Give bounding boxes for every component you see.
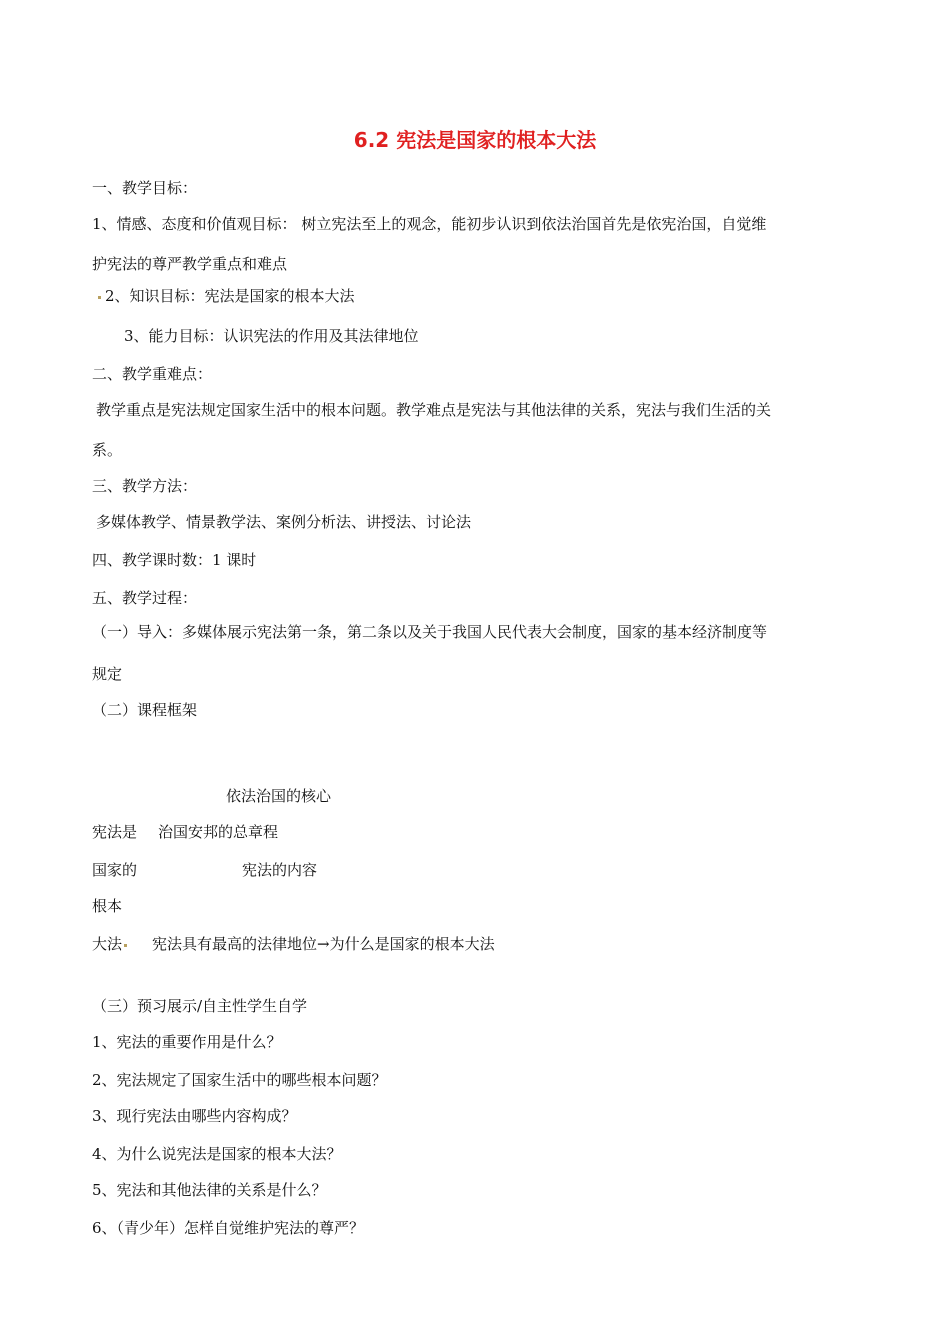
goals-heading: 一、教学目标：: [92, 179, 198, 197]
intro-line-a: （一）导入：多媒体展示宪法第一条，第二条以及关于我国人民代表大会制度，国家的基本经济制度等: [92, 623, 768, 641]
preview-question-1: 1、宪法的重要作用是什么？: [92, 1033, 282, 1051]
document-title: 6.2 宪法是国家的根本大法: [353, 128, 597, 152]
framework-left-4: 大法: [92, 935, 123, 953]
intro-line-b: 规定: [92, 665, 123, 683]
preview-question-3: 3、现行宪法由哪些内容构成？: [92, 1107, 297, 1125]
framework-core: 依法治国的核心: [226, 787, 332, 805]
goal-1-line-b: 护宪法的尊严教学重点和难点: [92, 255, 288, 273]
keypoints-heading: 二、教学重难点：: [92, 365, 213, 383]
bullet-dot: [98, 296, 101, 299]
preview-question-4: 4、为什么说宪法是国家的根本大法？: [92, 1145, 342, 1163]
preview-question-6: 6、（青少年）怎样自觉维护宪法的尊严？: [92, 1219, 365, 1237]
preview-question-5: 5、宪法和其他法律的关系是什么？: [92, 1181, 327, 1199]
framework-heading: （二）课程框架: [92, 701, 198, 719]
keypoints-line-b: 系。: [92, 441, 123, 459]
framework-left-4-row: [92, 934, 131, 954]
framework-left-3: 根本: [92, 897, 123, 915]
framework-left-2: 国家的: [92, 861, 138, 879]
methods-text: 多媒体教学、情景教学法、案例分析法、讲授法、讨论法: [96, 513, 472, 531]
hours: 四、教学课时数：1 课时: [92, 551, 257, 569]
goal-1-line-a: 1、情感、态度和价值观目标： 树立宪法至上的观念，能初步认识到依法治国首先是依宪治国，自觉维: [92, 215, 767, 233]
framework-content: 宪法的内容: [242, 861, 318, 879]
goal-2: [96, 286, 355, 306]
process-heading: 五、教学过程：: [92, 589, 198, 607]
goal-2-text: 2、知识目标：宪法是国家的根本大法: [105, 287, 355, 305]
framework-charter: 治国安邦的总章程: [158, 823, 279, 841]
framework-status: 宪法具有最高的法律地位→为什么是国家的根本大法: [152, 935, 495, 953]
preview-question-2: 2、宪法规定了国家生活中的哪些根本问题？: [92, 1071, 387, 1089]
bullet-dot: [124, 944, 127, 947]
goal-3: 3、能力目标：认识宪法的作用及其法律地位: [124, 327, 419, 345]
framework-left-1: 宪法是: [92, 823, 138, 841]
methods-heading: 三、教学方法：: [92, 477, 198, 495]
keypoints-line-a: 教学重点是宪法规定国家生活中的根本问题。教学难点是宪法与其他法律的关系，宪法与我们生活的关: [96, 401, 772, 419]
preview-heading: （三）预习展示/自主性学生自学: [92, 997, 308, 1015]
